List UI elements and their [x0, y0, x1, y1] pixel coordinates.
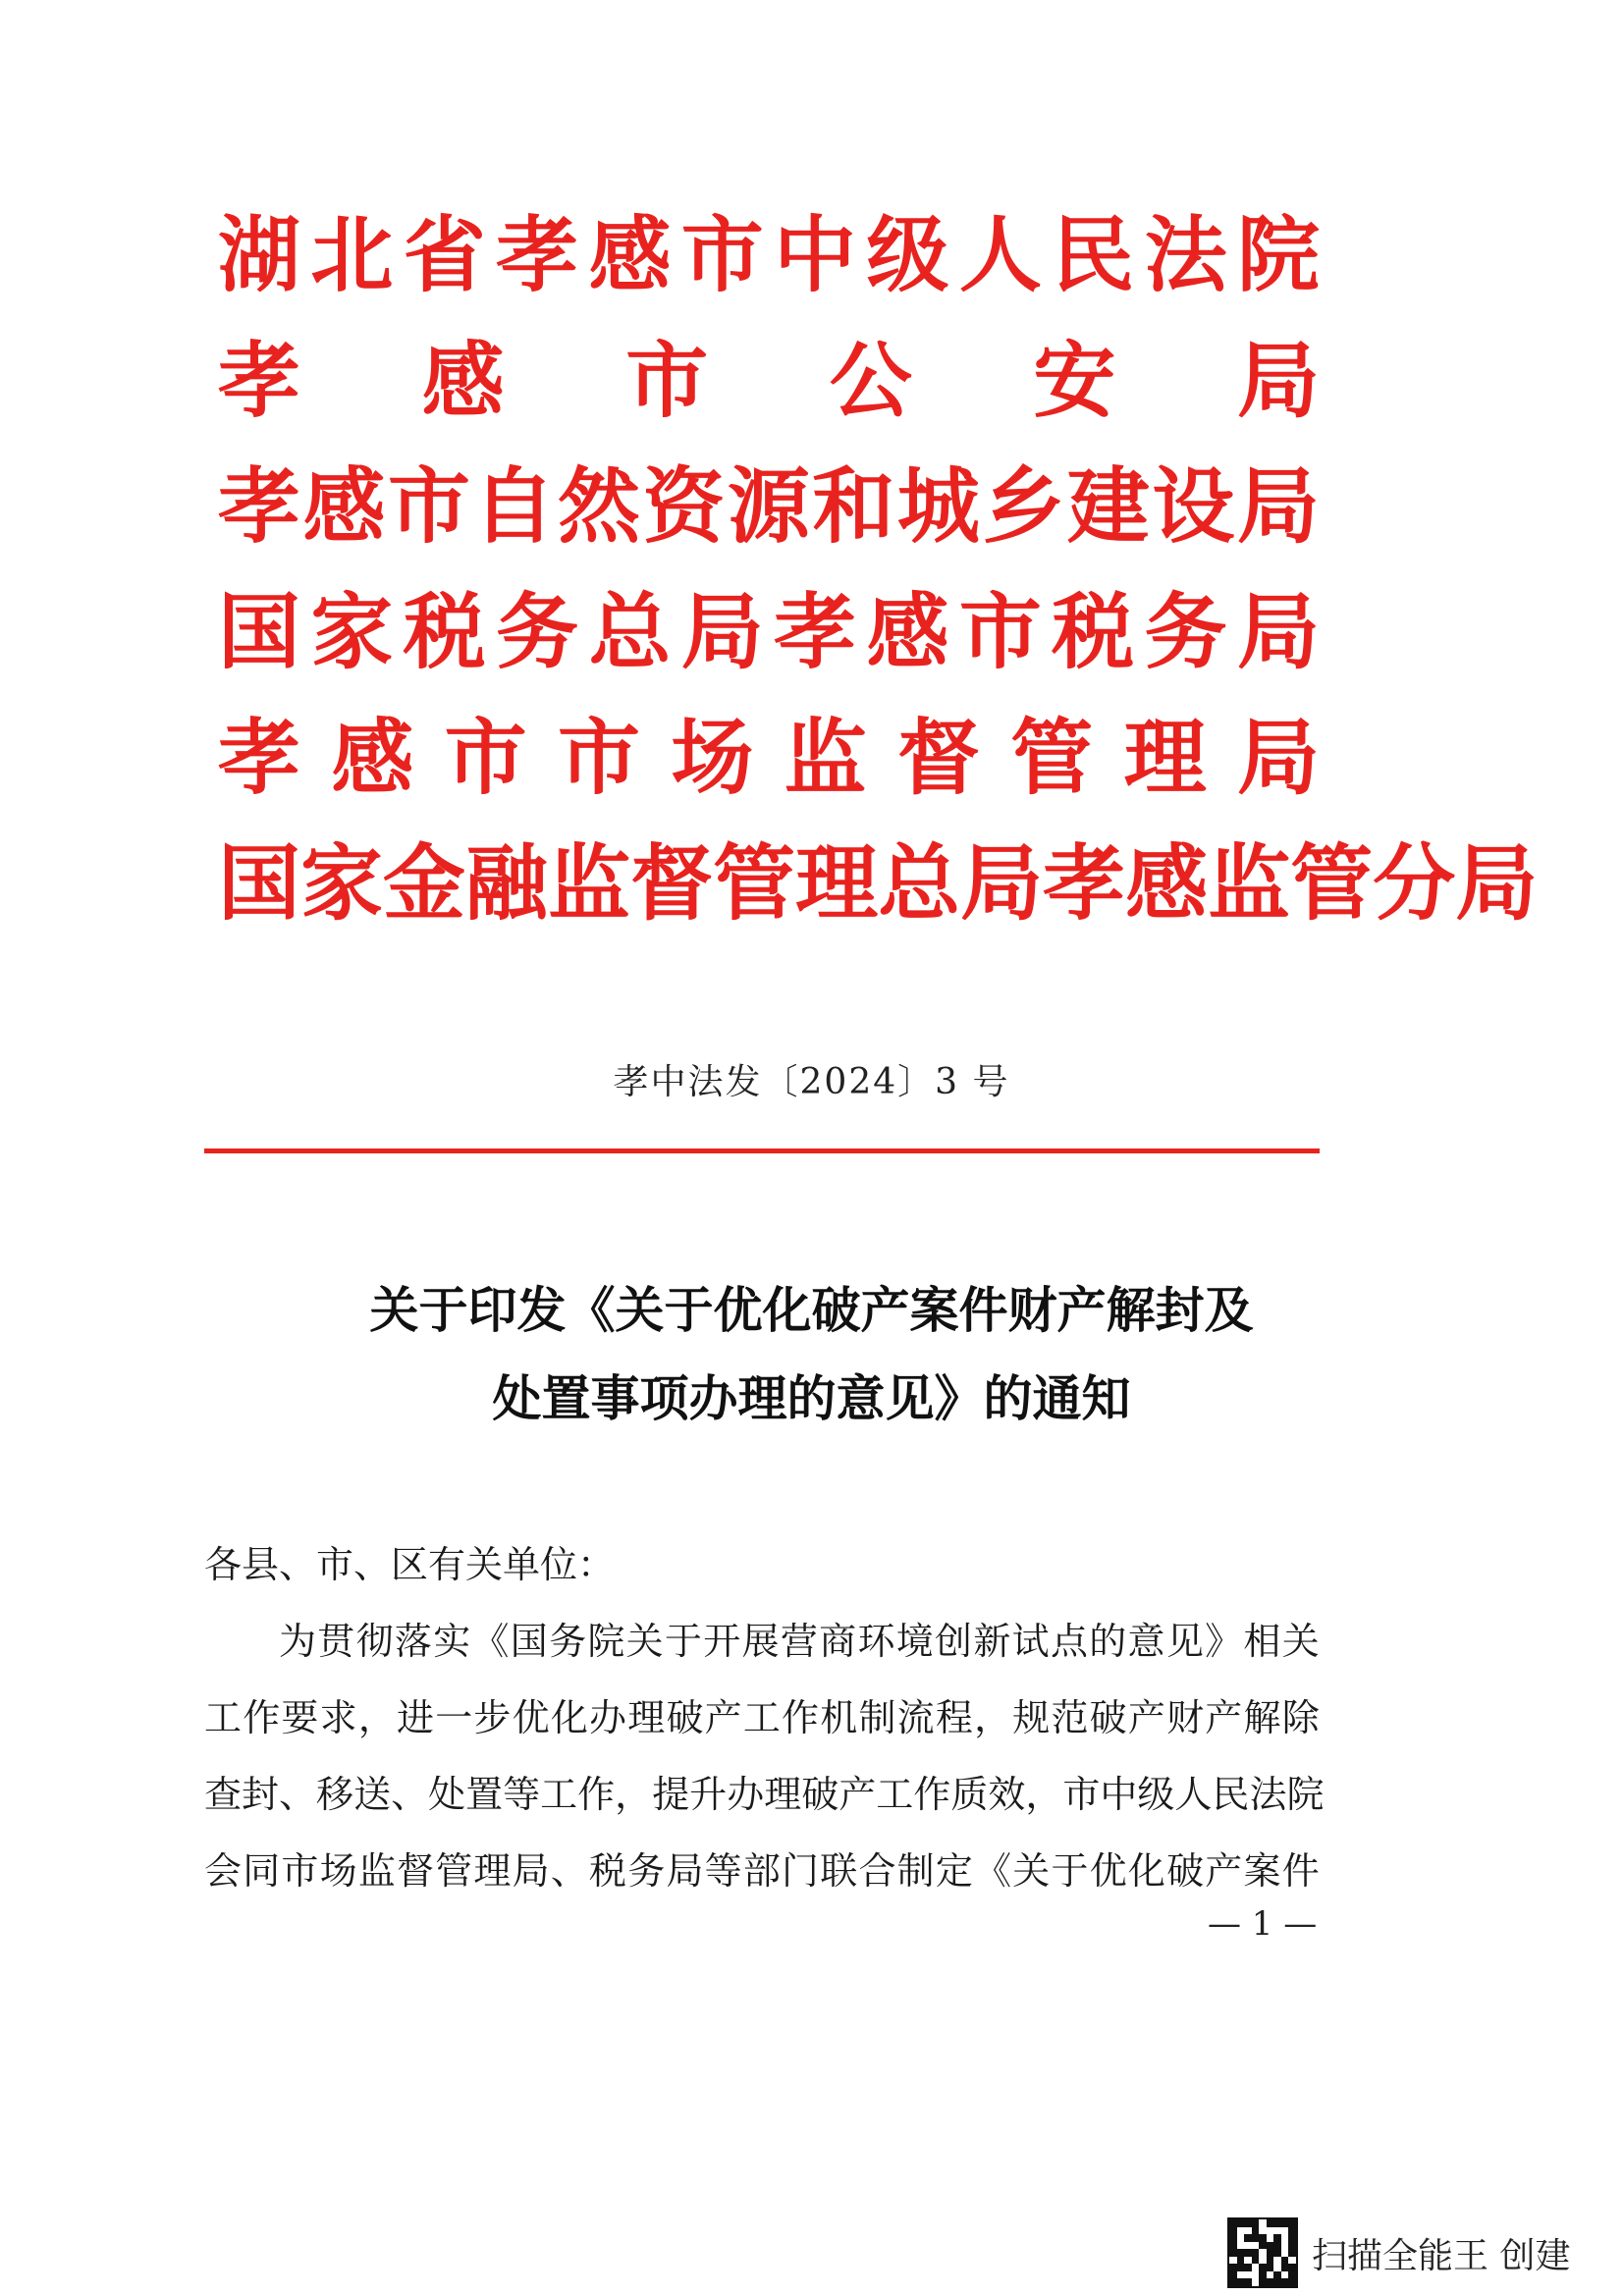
qr-code-icon — [1227, 2217, 1298, 2288]
paragraph-line: 查 封 、 移 送 、 处 置 等 工 作 ， 提 升 办 理 破 产 工 作 质 效 ， 市 中 级 人 民 法 院 — [204, 1773, 1325, 1816]
title-line-2: 处置事项办理的意见》的通知 — [492, 1369, 1131, 1427]
notice-title — [0, 1266, 1623, 1443]
title-line-1: 关于印发《关于优化破产案件财产解封及 — [369, 1281, 1254, 1339]
masthead-org-line: 孝 感 市 自 然 资 源 和 城 乡 建 设 局 — [218, 458, 1320, 555]
salutation: 各县、市、区有关单位： — [204, 1543, 616, 1586]
page-number: — 1 — — [1208, 1904, 1318, 1944]
paragraph-line: 工 作 要 求 ， 进 一 步 优 化 办 理 破 产 工 作 机 制 流 程 ， 规 范 破 产 财 产 解 除 — [204, 1696, 1320, 1739]
body-paragraph — [204, 1603, 1325, 1909]
masthead-org-line: 孝 感 市 公 安 局 — [218, 333, 1320, 429]
masthead-org-line: 国 家 金 融 监 督 管 理 总 局 孝 感 监 管 分 局 — [218, 835, 1539, 932]
document-number: 孝中法发〔2024〕3 号 — [613, 1062, 1010, 1102]
notice-body — [204, 1526, 1325, 1909]
scanner-watermark-text: 扫描全能王 创建 — [1312, 2235, 1571, 2276]
paragraph-line: 会 同 市 场 监 督 管 理 局 、 税 务 局 等 部 门 联 合 制 定 《 关 于 优 化 破 产 案 件 — [204, 1849, 1320, 1893]
masthead-org-line: 孝 感 市 市 场 监 督 管 理 局 — [218, 710, 1320, 806]
scanner-watermark — [1227, 2214, 1570, 2292]
masthead-org-line: 湖 北 省 孝 感 市 中 级 人 民 法 院 — [218, 207, 1320, 303]
masthead-org-line: 国 家 税 务 总 局 孝 感 市 税 务 局 — [218, 584, 1320, 680]
red-masthead — [218, 192, 1539, 946]
paragraph-line: 为 贯 彻 落 实 《 国 务 院 关 于 开 展 营 商 环 境 创 新 试 点 的 意 见 》 相 关 — [279, 1620, 1320, 1663]
red-divider-rule — [204, 1148, 1320, 1153]
